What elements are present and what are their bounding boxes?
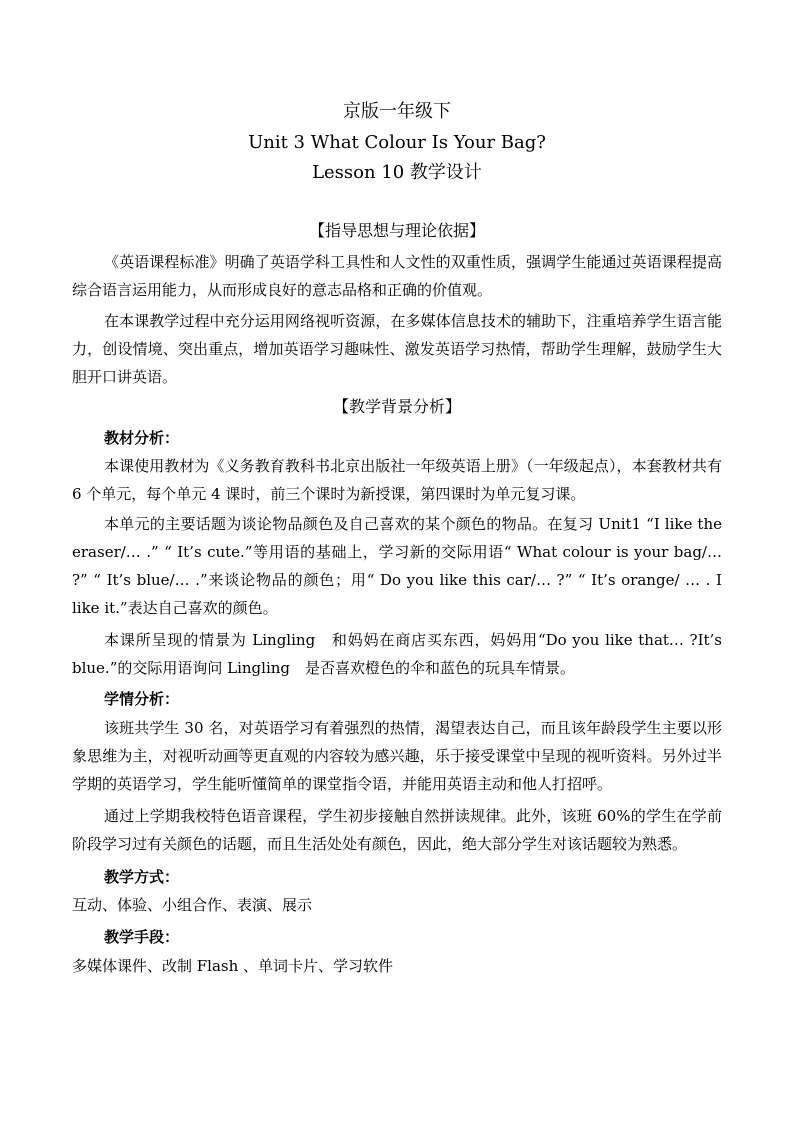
guiding-paragraph-2: 在本课教学过程中充分运用网络视听资源，在多媒体信息技术的辅助下，注重培养学生语言能力，创设情境、突出重点，增加英语学习趣味性、激发英语学习热情，帮助学生理解，鼓励学生大胆开口讲英语。 <box>72 312 722 386</box>
teaching-methods-label: 教学方式： <box>104 868 180 886</box>
teaching-methods-text: 互动、体验、小组合作、表演、展示 <box>72 896 313 914</box>
doc-title-unit: Unit 3 What Colour Is Your Bag? <box>248 132 546 153</box>
textbook-paragraph-1: 本课使用教材为《义务教育教科书北京出版社一年级英语上册》（一年级起点），本套教材共有 6 个单元，每个单元 4 课时，前三个课时为新授课，第四课时为单元复习课。 <box>72 457 722 503</box>
section-heading-guiding: 【指导思想与理论依据】 <box>308 221 485 240</box>
student-paragraph-2: 通过上学期我校特色语音课程，学生初步接触自然拼读规律。此外，该班 60%的学生在学前阶段学习过有关颜色的话题，而且生活处处有颜色，因此，绝大部分学生对该话题较为熟悉。 <box>72 807 722 853</box>
doc-title-lesson: Lesson 10 教学设计 <box>312 162 482 183</box>
doc-title-grade: 京版一年级下 <box>343 101 451 122</box>
textbook-paragraph-2: 本单元的主要话题为谈论物品颜色及自己喜欢的某个颜色的物品。在复习 Unit1 “I like the eraser/… .” “ It’s cute.”等用语的基础上，学习新的交际用语“ What colour is your bag/… ?” “ It’s blue/… .”来谈论物品的颜色；用“ Do you like this car/… ?” “ It’s orange/ … . I like it.”表达自己喜欢的颜色。 <box>72 515 722 617</box>
teaching-means-text: 多媒体课件、改制 Flash 、单词卡片、学习软件 <box>72 957 394 975</box>
student-analysis-label: 学情分析： <box>104 690 180 708</box>
student-paragraph-1: 该班共学生 30 名，对英语学习有着强烈的热情，渴望表达自己，而且该年龄段学生主要以形象思维为主，对视听动画等更直观的内容较为感兴趣，乐于接受课堂中呈现的视听资料。另外过半学期的英语学习，学生能听懂简单的课堂指令语，并能用英语主动和他人打招呼。 <box>72 719 722 793</box>
section-heading-background: 【教学背景分析】 <box>332 397 461 416</box>
textbook-paragraph-3: 本课所呈现的情景为 Lingling 和妈妈在商店买东西，妈妈用“Do you like that… ?It’s blue.”的交际用语询问 Lingling 是否喜欢橙色的伞和蓝色的玩具车情景。 <box>72 631 722 677</box>
textbook-analysis-label: 教材分析： <box>104 429 180 447</box>
teaching-means-label: 教学手段： <box>104 928 180 946</box>
guiding-paragraph-1: 《英语课程标准》明确了英语学科工具性和人文性的双重性质，强调学生能通过英语课程提高综合语言运用能力，从而形成良好的意志品格和正确的价值观。 <box>72 253 722 299</box>
